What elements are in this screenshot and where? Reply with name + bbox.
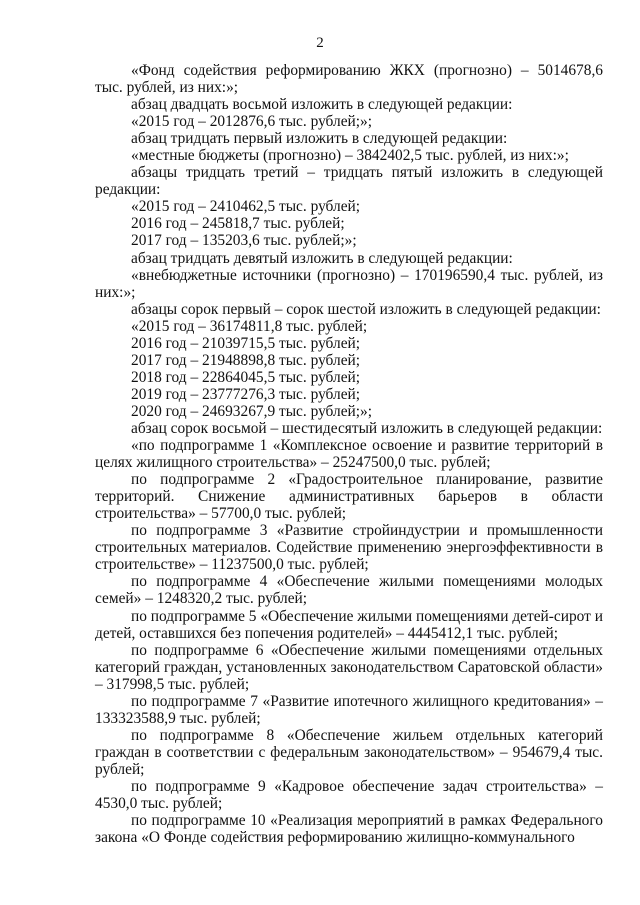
paragraph: по подпрограмме 7 «Развитие ипотечного жилищного кредитования» – 133323588,9 тыс. рублей; (95, 692, 603, 727)
paragraph: 2020 год – 24693267,9 тыс. рублей;»; (131, 402, 373, 420)
paragraph: по подпрограмме 6 «Обеспечение жилыми помещениями отдельных категорий граждан, установленных законодательством Саратовской области» – 317998,5 тыс. рублей; (95, 641, 603, 693)
paragraph: «2015 год – 36174811,8 тыс. рублей; (131, 317, 368, 335)
paragraph: 2016 год – 21039715,5 тыс. рублей; (131, 334, 361, 352)
paragraph: 2019 год – 23777276,3 тыс. рублей; (131, 385, 361, 403)
paragraph: «по подпрограмме 1 «Комплексное освоение и развитие территорий в целях жилищного строительства» – 25247500,0 тыс. рублей; (95, 437, 603, 472)
paragraph: «внебюджетные источники (прогнозно) – 170196590,4 тыс. рублей, из них:»; (95, 266, 603, 301)
paragraph: 2018 год – 22864045,5 тыс. рублей; (131, 368, 361, 386)
paragraph: 2017 год – 135203,6 тыс. рублей;»; (131, 232, 357, 250)
paragraph: абзацы тридцать третий – тридцать пятый изложить в следующей редакции: (95, 164, 603, 199)
document-body (95, 62, 603, 846)
paragraph: «Фонд содействия реформированию ЖКХ (прогнозно) – 5014678,6 тыс. рублей, из них:»; (95, 62, 603, 97)
paragraph: по подпрограмме 10 «Реализация мероприятий в рамках Федерального закона «О Фонде содействия реформированию жилищно-коммунального (95, 812, 603, 847)
paragraph: «2015 год – 2410462,5 тыс. рублей; (131, 198, 361, 216)
paragraph: 2016 год – 245818,7 тыс. рублей; (131, 215, 345, 233)
paragraph: по подпрограмме 5 «Обеспечение жилыми помещениями детей-сирот и детей, оставшихся без попечения родителей» – 4445412,1 тыс. рублей; (95, 607, 603, 642)
paragraph: абзац сорок восьмой – шестидесятый изложить в следующей редакции: (131, 419, 603, 437)
paragraph: по подпрограмме 2 «Градостроительное планирование, развитие территорий. Снижение административных барьеров в области строительства» – 57700,0 тыс. рублей; (95, 471, 603, 523)
paragraph: по подпрограмме 3 «Развитие стройиндустрии и промышленности строительных материалов. Содействие применению энергоэффективности в строительстве» – 11237500,0 тыс. рублей; (95, 522, 603, 574)
paragraph: по подпрограмме 8 «Обеспечение жильем отдельных категорий граждан в соответствии с федеральным законодательством» – 954679,4 тыс. рублей; (95, 726, 603, 778)
page-number: 2 (316, 35, 324, 51)
paragraph: абзац двадцать восьмой изложить в следующей редакции: (131, 96, 513, 114)
paragraph: «2015 год – 2012876,6 тыс. рублей;»; (131, 113, 373, 131)
paragraph: «местные бюджеты (прогнозно) – 3842402,5 тыс. рублей, из них:»; (131, 147, 569, 165)
paragraph: по подпрограмме 4 «Обеспечение жилыми помещениями молодых семей» – 1248320,2 тыс. рублей; (95, 573, 603, 608)
paragraph: 2017 год – 21948898,8 тыс. рублей; (131, 351, 361, 369)
paragraph: абзацы сорок первый – сорок шестой изложить в следующей редакции: (131, 300, 601, 318)
paragraph: по подпрограмме 9 «Кадровое обеспечение задач строительства» – 4530,0 тыс. рублей; (95, 777, 603, 813)
paragraph: абзац тридцать первый изложить в следующей редакции: (131, 130, 508, 148)
paragraph: абзац тридцать девятый изложить в следующей редакции: (131, 249, 513, 267)
